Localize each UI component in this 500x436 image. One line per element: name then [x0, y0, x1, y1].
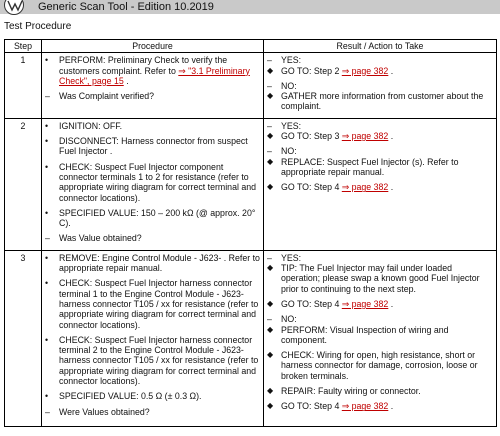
result-action: ◆ REPAIR: Faulty wiring or connector.: [267, 386, 421, 397]
procedure-question: – Was Complaint verified?: [45, 91, 155, 102]
page-link[interactable]: ⇒ page 382: [341, 298, 389, 309]
bullet-icon: •: [45, 207, 49, 218]
step-number: 3: [5, 250, 42, 426]
table-row: [5, 118, 497, 250]
result-action: ◆ GO TO: Step 4 ⇒ page 382 .: [267, 182, 394, 193]
table-header-row: [5, 40, 497, 53]
step-number: 2: [5, 118, 42, 250]
dash-icon: –: [267, 146, 272, 157]
result-action: ◆ GO TO: Step 4 ⇒ page 382 .: [267, 298, 394, 309]
step-number: 1: [5, 53, 42, 118]
diamond-icon: ◆: [267, 324, 274, 334]
bullet-icon: •: [45, 391, 49, 402]
result-tip: ◆ TIP: The Fuel Injector may fail under loaded operation; please swap a known good Fuel Injector prior to continuing to the next step.: [267, 263, 480, 294]
diamond-icon: ◆: [267, 65, 274, 75]
bullet-icon: •: [45, 120, 49, 131]
col-header-procedure: Procedure: [42, 40, 264, 53]
diamond-icon: ◆: [267, 401, 274, 411]
diamond-icon: ◆: [267, 156, 274, 166]
dash-icon: –: [45, 406, 50, 417]
procedure-cell: [42, 118, 264, 250]
bullet-icon: •: [45, 161, 49, 172]
bullet-icon: •: [45, 55, 49, 66]
dash-icon: –: [45, 91, 50, 102]
dash-icon: –: [267, 252, 272, 263]
result-yes: – YES:: [267, 55, 302, 66]
procedure-item: • CHECK: Suspect Fuel Injector harness connector terminal 2 to the Engine Control Module - J623- harness connector T105 / xx for resistance (refer to appropriate wiring diagram for correct terminal and connector locations).: [45, 334, 259, 387]
diamond-icon: ◆: [267, 91, 274, 101]
result-action: ◆ CHECK: Wiring for open, high resistance, short or harness connector for damage, corrosion, loose or broken terminals.: [267, 350, 478, 381]
bullet-icon: •: [45, 278, 49, 289]
result-yes: – YES:: [267, 252, 302, 263]
diamond-icon: ◆: [267, 298, 274, 308]
page-link[interactable]: ⇒ page 382: [341, 65, 389, 76]
dash-icon: –: [267, 55, 272, 66]
result-no: – NO:: [267, 146, 297, 157]
page-link[interactable]: ⇒ page 382: [341, 401, 389, 412]
procedure-item: • CHECK: Suspect Fuel Injector component connector terminals 1 to 2 for resistance (refer to appropriate wiring diagram for correct terminal and connector locations).: [45, 161, 257, 203]
result-action: ◆ GATHER more information from customer about the complaint.: [267, 91, 484, 112]
result-action: ◆ GO TO: Step 4 ⇒ page 382 .: [267, 401, 394, 412]
preliminary-check-link[interactable]: ⇒ "3.1 Preliminary Check", page 15: [59, 65, 250, 86]
procedure-item: • SPECIFIED VALUE: 0.5 Ω (± 0.3 Ω).: [45, 391, 202, 402]
procedure-item: • REMOVE: Engine Control Module - J623- . Refer to appropriate repair manual.: [45, 252, 260, 274]
procedure-item: • DISCONNECT: Harness connector from suspect Fuel Injector .: [45, 136, 248, 157]
procedure-item: • CHECK: Suspect Fuel Injector harness connector terminal 1 to the Engine Control Module - J623- harness connector T105 / xx for resistance (refer to appropriate wiring diagram for correct terminal and connector locations).: [45, 278, 259, 330]
result-action: ◆ GO TO: Step 2 ⇒ page 382 .: [267, 65, 394, 76]
procedure-item: • IGNITION: OFF.: [45, 120, 123, 131]
result-action: ◆ REPLACE: Suspect Fuel Injector (s). Refer to appropriate repair manual.: [267, 156, 459, 177]
result-action: ◆ PERFORM: Visual Inspection of wiring and component.: [267, 324, 449, 345]
result-cell: [264, 250, 497, 426]
diamond-icon: ◆: [267, 386, 274, 396]
result-cell: [264, 53, 497, 118]
document-title: Generic Scan Tool - Edition 10.2019: [38, 1, 214, 13]
dash-icon: –: [267, 314, 272, 325]
result-no: – NO:: [267, 314, 297, 325]
procedure-question: – Were Values obtained?: [45, 406, 150, 417]
page-link[interactable]: ⇒ page 382: [341, 131, 389, 142]
bullet-icon: •: [45, 252, 49, 263]
bullet-icon: •: [45, 136, 49, 147]
procedure-item: • SPECIFIED VALUE: 150 – 200 kΩ (@ approx. 20° C).: [45, 207, 256, 229]
procedure-cell: [42, 53, 264, 118]
table-row: [5, 53, 497, 118]
result-yes: – YES:: [267, 120, 302, 131]
page-link[interactable]: ⇒ page 382: [341, 182, 389, 193]
procedure-cell: [42, 250, 264, 426]
col-header-step: Step: [5, 40, 42, 53]
bullet-icon: •: [45, 334, 49, 345]
diamond-icon: ◆: [267, 263, 274, 273]
diamond-icon: ◆: [267, 131, 274, 141]
procedure-item: • PERFORM: Preliminary Check to verify the customers complaint. Refer to ⇒ "3.1 Preliminary Check", page 15 .: [45, 55, 250, 86]
section-heading: Test Procedure: [4, 21, 72, 32]
result-action: ◆ GO TO: Step 3 ⇒ page 382 .: [267, 131, 394, 142]
result-no: – NO:: [267, 80, 297, 91]
diamond-icon: ◆: [267, 350, 274, 360]
dash-icon: –: [267, 120, 272, 131]
col-header-result: Result / Action to Take: [264, 40, 497, 53]
table-row: [5, 250, 497, 426]
diamond-icon: ◆: [267, 182, 274, 192]
result-cell: [264, 118, 497, 250]
test-procedure-table: [4, 39, 497, 427]
procedure-question: – Was Value obtained?: [45, 233, 142, 244]
dash-icon: –: [267, 80, 272, 91]
dash-icon: –: [45, 233, 50, 244]
